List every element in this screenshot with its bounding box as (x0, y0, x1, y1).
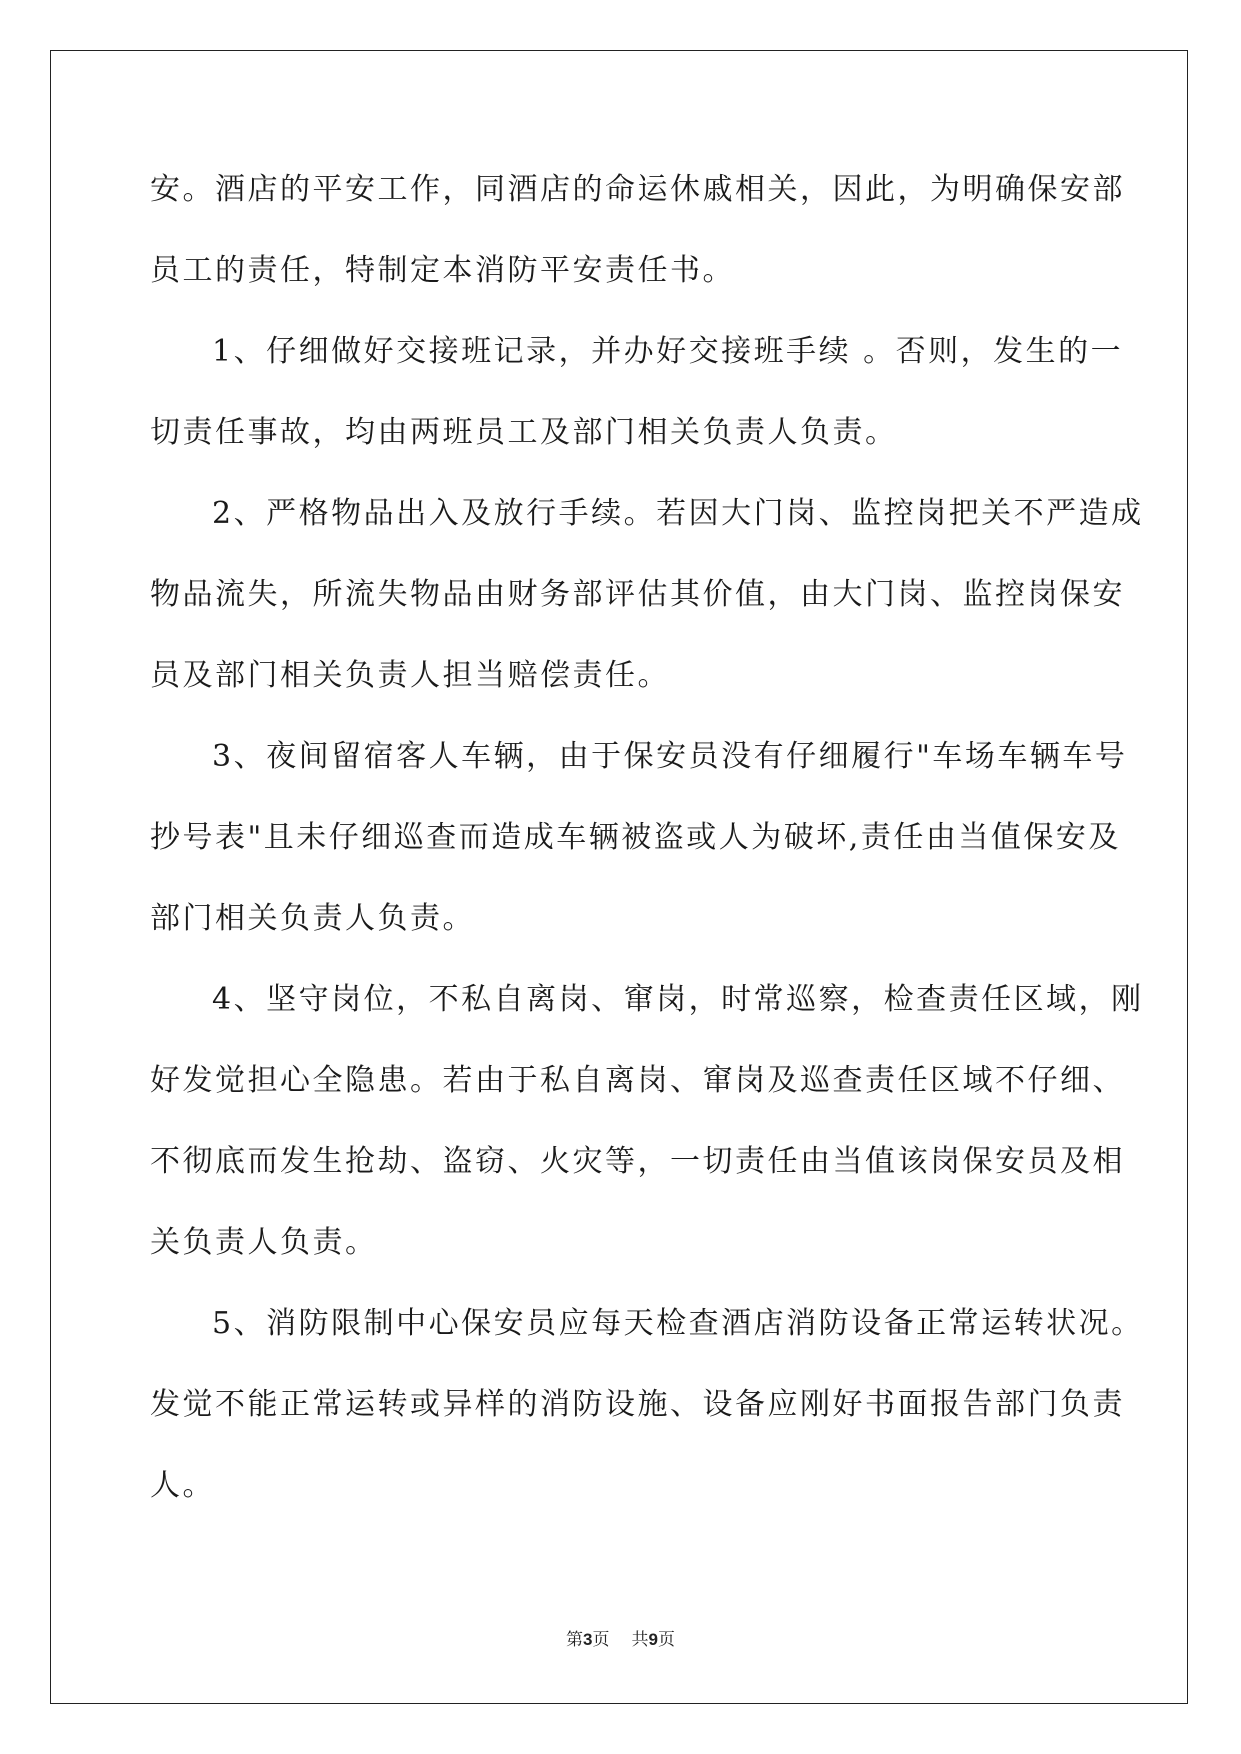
text-line-item-1: 1、仔细做好交接班记录，并办好交接班手续 。否则，发生的一 (212, 334, 1124, 369)
text-line-item-5: 5、消防限制中心保安员应每天检查酒店消防设备正常运转状况。 (212, 1306, 1144, 1341)
text-line: 安。酒店的平安工作，同酒店的命运休戚相关，因此，为明确保安部 (150, 172, 1125, 207)
footer-page-suffix: 页 (592, 1630, 610, 1650)
text-line-item-3: 3、夜间留宿客人车辆，由于保安员没有仔细履行"车场车辆车号 (212, 739, 1128, 774)
page-number: 3 (583, 1630, 593, 1649)
text-line: 员及部门相关负责人担当赔偿责任。 (150, 658, 670, 693)
text-line: 抄号表"且未仔细巡查而造成车辆被盗或人为破坏,责任由当值保安及 (150, 820, 1121, 855)
text-line: 员工的责任，特制定本消防平安责任书。 (150, 253, 735, 288)
total-pages: 9 (648, 1630, 658, 1649)
text-line: 关负责人负责。 (150, 1225, 378, 1260)
text-line: 好发觉担心全隐患。若由于私自离岗、窜岗及巡查责任区域不仔细、 (150, 1063, 1125, 1098)
text-line: 物品流失，所流失物品由财务部评估其价值，由大门岗、监控岗保安 (150, 577, 1125, 612)
text-line: 切责任事故，均由两班员工及部门相关负责人负责。 (150, 415, 898, 450)
footer-total-prefix: 共 (631, 1630, 649, 1650)
text-line-item-2: 2、严格物品出入及放行手续。若因大门岗、监控岗把关不严造成 (212, 496, 1144, 531)
document-body (150, 160, 1144, 1537)
page-footer (0, 1625, 1241, 1650)
text-line: 人。 (150, 1468, 215, 1503)
text-line: 发觉不能正常运转或异样的消防设施、设备应刚好书面报告部门负责 (150, 1387, 1125, 1422)
footer-total-suffix: 页 (657, 1630, 675, 1650)
footer-prefix: 第 (566, 1630, 584, 1650)
text-line-item-4: 4、坚守岗位，不私自离岗、窜岗，时常巡察，检查责任区域，刚 (212, 982, 1144, 1017)
text-line: 部门相关负责人负责。 (150, 901, 475, 936)
text-line: 不彻底而发生抢劫、盗窃、火灾等，一切责任由当值该岗保安员及相 (150, 1144, 1125, 1179)
